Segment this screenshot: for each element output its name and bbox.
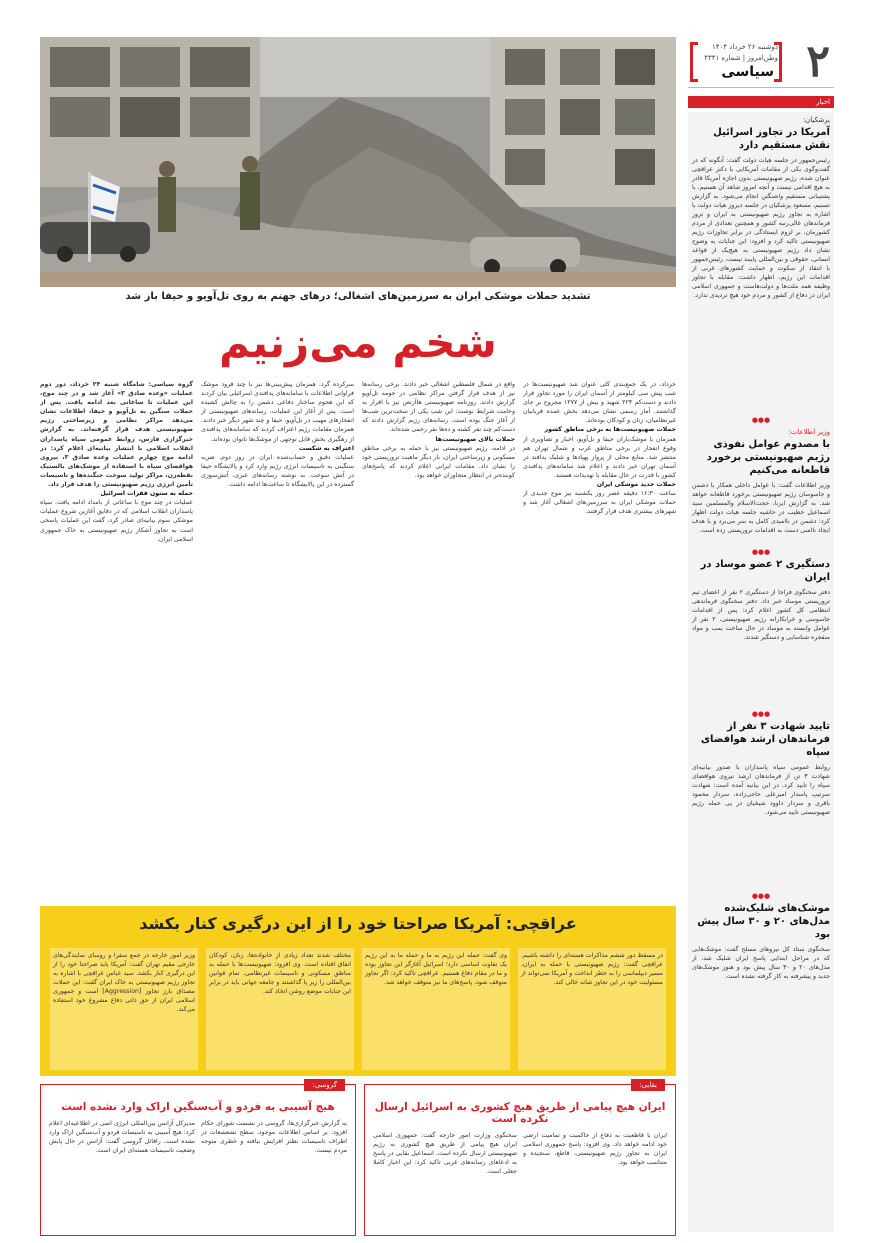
article-subheading: حملات بالای صهیونیست‌ها [435,435,515,443]
box-title: هیچ آسیبی به فردو و آب‌سنگین اراک وارد نشده است [61,1101,335,1113]
rubble-scene-image [40,37,676,287]
sidebar-item-title: موشک‌های شلیک‌شده مدل‌های ۲۰ و ۳۰ سال پیش بود [697,903,830,940]
yellow-box-column: در مسقط دور ششم مذاکرات هسته‌ای را داشته باشیم. عراقچی گفت: رژیم صهیونیستی با حمله به ایران، مسیر دیپلماسی را به خطر انداخت و آمریکا نمی‌تواند از مسئولیت خود در این تجاوز شانه خالی کند. [518,948,666,1070]
sidebar-item-text: روابط عمومی سپاه پاسداران با صدور بیانیه‌ای شهادت ۳ تن از فرماندهان ارشد نیروی هوافضای سپاه را تایید کرد. در این بیانیه آمده است: شهادت سرتیپ پاسدار امیرعلی حاجی‌زاده، سردار محمود باقری و سردار داوود شیخیان در پی حمله رژیم صهیونیستی تایید می‌شود. [692,764,830,816]
sidebar-news-column [688,112,834,1232]
article-paragraph: ساعت ۱۶:۳۰ دقیقه عصر روز یکشنبه نیز موج جدیدی از حملات موشکی ایران به سرزمین‌های اشغالی آغاز شد و شهرهای بیشتری هدف قرار گرفتند. [523,490,676,516]
article-subheading: حملات جدید موشکی ایران [596,481,676,489]
box-column: سخنگوی وزارت امور خارجه گفت: جمهوری اسلامی ایران هیچ پیامی از طریق هیچ کشوری به رژیم صهیونیستی ارسال نکرده است. اسماعیل بقایی در پاسخ به ادعاهای رسانه‌های غربی تاکید کرد: این اخبار کاملا جعلی است. [373,1132,517,1175]
article-paragraph: همزمان با موشک‌باران حیفا و تل‌آویو، اخبار و تصاویری از وقوع انفجار در برخی مناطق غرب و شمال تهران هم منتشر شد. منابع محلی از پرواز پهپادها و شلیک پدافند در آسمان تهران خبر دادند و اعلام شد سامانه‌های پدافندی کشور با قدرت در حال مقابله با تهدیدات هستند. [523,435,676,479]
article-subheading: حمله به ستون فقرات اسرائیل [100,490,193,498]
section-name: سیاسی [721,64,774,80]
sidebar-item-5 [688,900,834,1050]
news-label: اخبار [688,96,834,108]
bottom-box-grossi [40,1081,356,1236]
article-paragraph: خرداد، در یک جمع‌بندی کلی عنوان شد صهیونیست‌ها در شب پیش سی کیلومتر از آسمان ایران را مورد تجاوز قرار دادند و دست‌کم ۲۲۴ شهید و بیش از ۱۲۷۷ مجروح بر جای گذاشتند. آمار رسمی نشان می‌دهد بخش عمده قربانیان غیرنظامیان، زنان و کودکان بوده‌اند. [523,381,676,425]
main-headline: شخم می‌زنیم [219,318,497,367]
issue-date: دوشنبه ۲۶ خرداد ۱۴۰۴ [712,43,778,51]
sidebar-item-3 [688,556,834,706]
article-column-3 [362,380,515,905]
sidebar-item-kicker: وزیر اطلاعات: [788,428,830,436]
masthead [688,36,834,88]
sidebar-item-1 [688,112,834,412]
sidebar-item-2 [688,424,834,544]
article-lede: گروه سیاسی: شامگاه شنبه ۲۴ خرداد، دور دوم عملیات «وعده صادق ۳» آغاز شد و در چند موج، این عملیات تا ساعاتی بعد ادامه یافت. پس از حملات سنگین به تل‌آویو و حیفا، اطلاعات نشان می‌دهد مراکز نظامی و زیرساختی رژیم صهیونیستی هدف قرار گرفته‌اند. به گزارش خبرگزاری فارس، روابط عمومی سپاه پاسداران انقلاب اسلامی با انتشار بیانیه‌ای اعلام کرد: در ادامه موج چهارم عملیات وعده صادق ۳، نیروی هوافضای سپاه با استفاده از موشک‌های بالستیک نقطه‌زن، مراکز تولید سوخت جنگنده‌ها و تاسیسات تأمین انرژی رژیم صهیونیستی را هدف قرار داد. [40,381,193,489]
sidebar-item-title: تایید شهادت ۳ نفر از فرماندهان ارشد هوافضای سپاه [700,721,830,758]
box-column: ایران با قاطعیت به دفاع از حاکمیت و تمامیت ارضی خود ادامه خواهد داد. وی افزود: پاسخ جمهوری اسلامی ایران به تجاوز رژیم صهیونیستی، قاطع، سنجیده و متناسب خواهد بود. [523,1132,667,1166]
article-paragraph: عملیات دقیق و حساب‌شده ایران در روز دوم، ضربه سنگینی به تاسیسات انرژی رژیم وارد کرد و پالایشگاه حیفا در آتش سوخت. به نوشته رسانه‌های عبری، آتش‌سوزی گسترده در این پالایشگاه تا ساعت‌ها ادامه داشت. [201,453,354,489]
article-columns [40,380,676,905]
sidebar-item-title: دستگیری ۲ عضو موساد در ایران [700,559,830,583]
article-column-4 [523,380,676,905]
article-paragraph: در ادامه، رژیم صهیونیستی نیز با حمله به برخی مناطق مسکونی و زیرساختی ایران، بار دیگر ماهیت تروریستی خود را نشان داد. مقامات ایرانی اعلام کردند که پاسخ‌های کوبنده‌تر در انتظار متجاوزان خواهد بود. [362,444,515,479]
article-paragraph: عملیات در چند موج با ساعاتی از بامداد ادامه یافت. سپاه پاسداران انقلاب اسلامی که در دقایق آغازین شروع عملیات موشکی سوم بیانیه‌ای صادر کرد، گفت این عملیات پاسخی است به تجاوز آشکار رژیم صهیونیستی به خاک جمهوری اسلامی ایران. [40,499,193,543]
yellow-box-column: مختلف شدند تعداد زیادی از خانواده‌ها، زنان، کودکان اتفاق افتاده است. وی افزود: صهیونیست‌ها با حمله به مناطق مسکونی و تاسیسات غیرنظامی، تمام قوانین بین‌المللی را زیر پا گذاشتند و جامعه جهانی باید در برابر این جنایات موضع روشن اتخاذ کند. [206,948,354,1070]
lead-photo [40,37,676,287]
article-subheading: حملات صهیونیست‌ها به برخی مناطق کشور [544,426,676,434]
photo-caption: تشدید حملات موشکی ایران به سرزمین‌های اشغالی؛ درهای جهنم به روی تل‌آویو و حیفا باز شد [125,291,591,302]
yellow-box-column: وزیر امور خارجه در جمع سفرا و روسای نمایندگی‌های خارجی مقیم تهران گفت: آمریکا باید صراحتا خود را از این درگیری کنار بکشد. سید عباس عراقچی با اشاره به تجاوز رژیم صهیونیستی به خاک ایران گفت: این حملات مصداق بارز تجاوز [Aggression] است و جمهوری اسلامی ایران از حق ذاتی دفاع مشروع خود استفاده می‌کند. [50,948,198,1070]
yellow-box-headline: عراقچی: آمریکا صراحتا خود را از این درگیری کنار بکشد [139,914,577,933]
box-column: مدیرکل آژانس بین‌المللی انرژی اتمی در اطلاعیه‌ای اعلام کرد: هیچ آسیبی به تاسیسات فردو و آب‌سنگین اراک وارد نشده است. رافائل گروسی گفت: آژانس در حال پایش وضعیت تاسیسات هسته‌ای ایران است. [49,1120,195,1154]
star-divider-icon: ●●● [751,710,771,718]
yellow-box-columns [50,948,666,1070]
sidebar-item-4 [688,718,834,888]
sidebar-item-text: وزیر اطلاعات گفت: با عوامل داخلی همکار با دشمن و جاسوسان رژیم صهیونیستی برخورد قاطعانه خواهد شد. به گزارش ایرنا، حجت‌الاسلام والمسلمین سید اسماعیل خطیب در حاشیه جلسه هیات دولت اظهار کرد: دشمن در ناامیدی کامل به سر می‌برد و با هدف ایجاد ناامنی دست به اقدامات تروریستی زده است. [692,482,830,534]
star-divider-icon: ●●● [751,548,771,556]
article-paragraph: سرکرده گرد. همزمان پیش‌بینی‌ها نیز با چند قرود موشک فراوانی اطلاعات با سامانه‌های پدافندی اسرائیلی بیان کردند که این هجوم ساختار دفاعی دشمن را به چالش کشیده است. پس از آغاز این عملیات، رسانه‌های صهیونیستی از انفجارهای مهیب در تل‌آویو، حیفا و چند شهر دیگر خبر دادند. همزمان مقامات رژیم اعتراف کردند که سامانه‌های پدافندی از رهگیری بخش قابل توجهی از موشک‌ها ناتوان بوده‌اند. [201,381,354,443]
article-column-1 [40,380,193,905]
sidebar-item-title: با مصدوم عوامل نفوذی رژیم صهیونیستی برخورد قاطعانه می‌کنیم [706,439,830,476]
issue-number: وطن‌امروز | شماره ۴۳۴۱ [704,54,778,62]
box-title: ایران هیچ پیامی از طریق هیچ کشوری به اسرائیل ارسال نکرده است [374,1101,666,1125]
article-paragraph: واقع در شمال فلسطین اشغالی خبر دادند. برخی رسانه‌ها نیز از هدف قرار گرفتن مراکز نظامی در حومه تل‌آویو گزارش دادند. روزنامه صهیونیستی هاآرتص نیز با اقرار به وخامت شرایط نوشت: این شب یکی از سخت‌ترین شب‌ها از آغاز جنگ بوده است. رسانه‌های رژیم گزارش دادند که دست‌کم چند نفر کشته و ده‌ها نفر زخمی شده‌اند. [362,381,515,434]
yellow-box-article [40,906,676,1076]
star-divider-icon: ●●● [751,892,771,900]
article-subheading: اعتراف به شکست [299,444,354,452]
sidebar-item-text: دفتر سخنگوی فراجا از دستگیری ۲ نفر از اعضای تیم تروریستی موساد خبر داد. دفتر سخنگوی فرماندهی انتظامی کل کشور اعلام کرد: پس از اقدامات جاسوسی و خرابکارانه رژیم صهیونیستی، ۲ نفر از عوامل وابسته به موساد در حال ساخت بمب و مواد منفجره شناسایی و دستگیر شدند. [692,589,830,641]
bracket-left [690,42,698,82]
sidebar-item-text: سخنگوی ستاد کل نیروهای مسلح گفت: موشک‌هایی که در مراحل ابتدایی پاسخ ایران شلیک شد، از مدل‌های ۲۰ و ۳۰ سال پیش بود و هنوز موشک‌های جدید و پیشرفته به کار گرفته نشده است. [692,946,830,980]
box-tag: بقایی: [631,1079,665,1091]
box-column: به گزارش خبرگزاری‌ها، گروسی در نشست شورای حکام افزود: بر اساس اطلاعات موجود، سطح تشعشعات در اطراف تاسیسات نطنز افزایش نیافته و خطری متوجه مردم نیست. [201,1120,347,1154]
sidebar [688,36,834,1236]
sidebar-item-title: آمریکا در تجاوز اسرائیل نقش مستقیم دارد [713,127,830,151]
box-tag: گروسی: [304,1079,345,1091]
article-column-2 [201,380,354,905]
yellow-box-column: وی گفت: حمله این رژیم به ما و حمله ما به این رژیم یک تفاوت اساسی دارد؛ اسرائیل آغازگر این تجاوز بوده و ما در مقام دفاع هستیم. عراقچی تاکید کرد: اگر تجاوز متوقف شود، پاسخ‌های ما نیز متوقف خواهد شد. [362,948,510,1070]
sidebar-item-text: رئیس‌جمهور در جلسه هیات دولت گفت: آنگونه که در گفت‌وگوی یکی از مقامات آمریکایی با دکتر عراقچی عنوان شده، رژیم صهیونیستی بدون اجازه آمریکا قادر به هیچ اقدامی نیست و آنچه امروز شاهد آن هستیم، با پشتیبانی مستقیم واشنگتن انجام می‌شود. به گزارش تسنیم، مسعود پزشکیان در جلسه دیروز هیات دولت با اشاره به تجاوز رژیم صهیونیستی به ایران و ترور فرماندهان عالی‌رتبه کشور و همچنین تعدادی از مردم کشورمان، بر لزوم ایستادگی در برابر تجاوزات رژیم صهیونیستی تاکید کرد و افزود: این جنایات به وضوح نشان داد رژیم صهیونیستی به هیچ‌یک از قواعد انسانی، حقوقی و بین‌المللی پایبند نیست. رئیس‌جمهور با انتقاد از سکوت و حمایت کشورهای غربی از اقدامات این رژیم، اظهار داشت: مقابله با تجاوز وظیفه همه ملت‌ها و دولت‌هاست و جمهوری اسلامی ایران در دفاع از کشور و مردم خود هیچ تردیدی ندارد. [692,157,830,299]
page-number: ۲ [806,36,830,87]
star-divider-icon: ●●● [751,416,771,424]
bottom-box-baghaei [364,1081,676,1236]
sidebar-item-kicker: پزشکیان: [802,116,830,124]
dateline [698,42,778,64]
